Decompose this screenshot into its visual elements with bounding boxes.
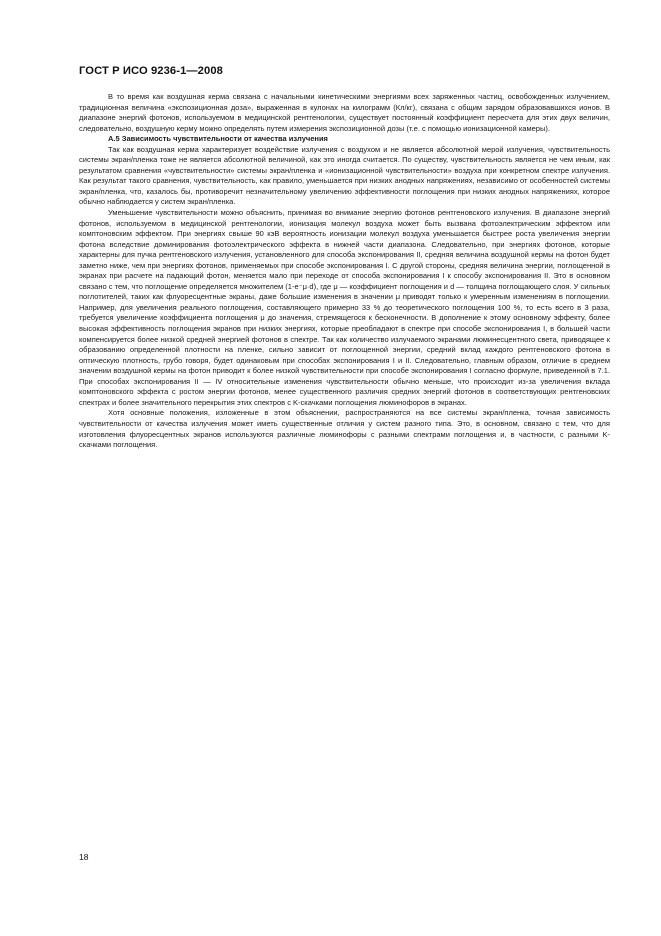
section-heading-a5: А.5 Зависимость чувствительности от качества излучения (108, 134, 328, 144)
paragraph-conclusion: Хотя основные положения, изложенные в этом объяснении, распространяются на все системы экран/пленка, точная зависимость чувствительности от качества излучения может иметь существенные отличия у систем разного типа. Это, в основном, связано с тем, что для изготовления флуоресцентных экранов используются различные люминофоры с разными спектрами поглощения и, в частности, с разными K-скачками поглощения. (79, 408, 610, 450)
paragraph-sensitivity-decrease: Уменьшение чувствительности можно объяснить, принимая во внимание энергию фотонов рентгеновского излучения. В диапазоне энергий фотонов, используемом в медицинской рентгенологии, ионизация молекул воздуха может быть вызвана фотоэлектрическим эффектом или комптоновским эффектом. При энергиях свыше 90 кэВ вероятность ионизации молекул воздуха уменьшается быстрее роста увеличения энергии фотона вследствие доминирования фотоэлектрического эффекта в нижней части диапазона. Следовательно, при энергиях фотонов, которые характерны для пучка рентгеновского излучения, установленного для способа экспонирования II, средняя величина воздушной кермы на фотон будет заметно ниже, чем при энергиях фотонов, применяемых при способе экспонирования I. С другой стороны, средняя величина энергии, поглощенной в экранах при расчете на падающий фотон, меняется мало при переходе от способа экспонирования I к способу экспонирования II. Это в основном связано с тем, что поглощение определяется множителем (1-e⁻μ·d), где μ — коэффициент поглощения и d — толщина поглощающего слоя. У сильных поглотителей, таких как флуоресцентные экраны, даже большие изменения в значении μ приводят только к умеренным изменениям в поглощении. Например, для увеличения реального поглощения, составляющего примерно 33 % до теоретического поглощения 100 %, то есть всего в 3 раза, требуется увеличение коэффициента поглощения μ до значения, стремящегося к бесконечности. В дополнение к этому основному эффекту, более высокая эффективность поглощения экранов при низких энергиях, которые преобладают в спектре при способе экспонирования I, в большей части компенсируется более низкой средней энергией фотонов в спектре. Так как количество излучаемого экранами люминесцентного света, приводящее к образованию определенной плотности на пленке, сильно зависит от поглощенной энергии, средний вклад каждого рентгеновского фотона в оптическую плотность, грубо говоря, будет одинаковым при способах экспонирования I и II. Следовательно, главным образом, отличие в среднем значении воздушной кермы на фотон приводит к более низкой чувствительности при способе экспонирования I согласно формуле, приведенной в 7.1. При способах экспонирования II — IV относительные изменения чувствительности обычно меньше, что происходит из-за увеличения вклада комптоновского эффекта с ростом энергии фотонов, менее существенного различия средних энергий фотонов в соответствующих рентгеновских спектрах и более значительного перекрытия этих спектров с K-скачками поглощения люминофоров в экранах. (79, 208, 610, 407)
body-text (79, 92, 610, 451)
paragraph-air-kerma: В то время как воздушная керма связана с начальными кинетическими энергиями всех заряженных частиц, освобожденных излучением, традиционная величина «экспозиционная доза», выраженная в кулонах на килограмм (Кл/кг), связана с общим зарядом образовавшихся ионов. В диапазоне энергий фотонов, используемом в медицинской рентгенологии, существует постоянный коэффициент пересчета для этих двух величин, следовательно, воздушную керму можно определять путем измерения экспозиционной дозы (т.е. с помощью ионизационной камеры). (79, 92, 610, 133)
standard-header-title: ГОСТ Р ИСО 9236-1—2008 (79, 65, 223, 77)
page-number: 18 (79, 852, 89, 862)
paragraph-sensitivity-relative: Так как воздушная керма характеризует воздействие излучения с воздухом и не является абсолютной мерой излучения, чувствительность системы экран/пленка тоже не является абсолютной величиной, как это иногда считается. По существу, чувствительность является не чем иным, как результатом сравнения «чувствительности» системы экран/пленка и «ионизационной чувствительности» воздуха при конкретном спектре излучения. Как результат такого сравнения, чувствительность, как правило, уменьшается при низких анодных напряжениях, независимо от особенностей системы экран/пленка, что, казалось бы, противоречит незначительному увеличению эффективности поглощения при низких анодных напряжениях, которое обычно наблюдается у систем экран/пленка. (79, 144, 610, 207)
